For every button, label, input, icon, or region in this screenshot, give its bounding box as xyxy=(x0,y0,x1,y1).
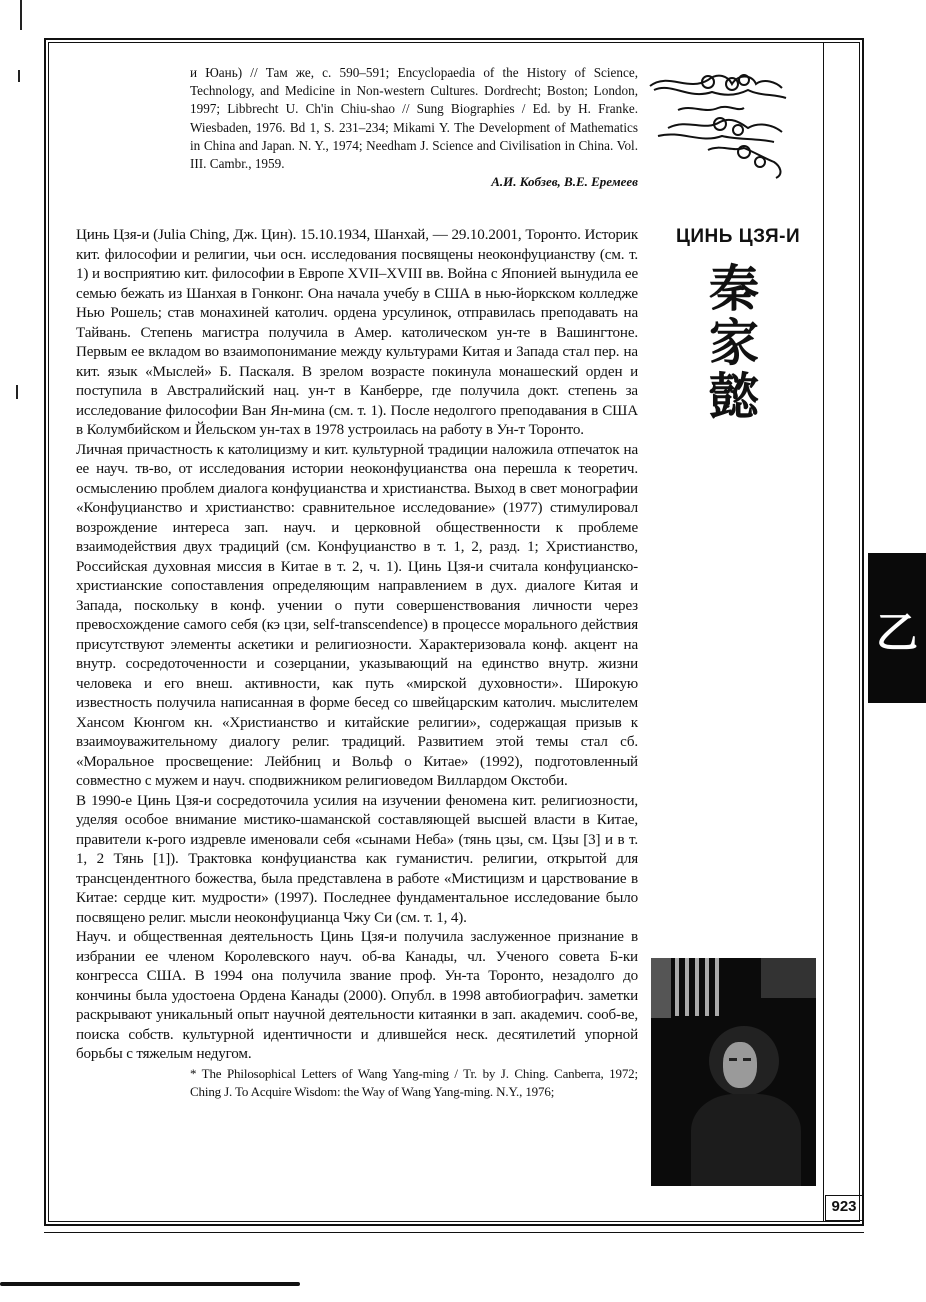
paragraph-2: Личная причастность к католицизму и кит. культурной традиции наложила отпечаток на ее науч. тв-во, от исследования истории неоконфуцианства она перешла к теоретич. осмыслению проблем диалога конфуцианства и христианства. Выход в свет монографии «Конфуцианство и христианство: сравнительное исследование» (1977) стимулировал возрождение интереса зап. науч. и церковной общественности к проблеме взаимодействия двух традиций (см. Конфуцианство в т. 1, 2, разд. 1; Христианство, Российская духовная миссия в Китае в т. 2, ч. 1). Цинь Цзя-и считала конфуцианско-христианские сопоставления определяющим направлением в дух. диалоге Китая и Запада, поскольку в конф. учении о пути совершенствования личности через превосхождение самого себя (кэ цзи, self-transcendence) в процессе морального действия присутствуют элементы аскетики и религиозности. Характеризовала конф. акцент на внутр. сосредоточенности и созерцании, указывающий на единство внутр. жизни человека и его внеш. активности, как путь «мирской духовности». Широкую известность получила написанная в форме бесед со швейцарским католич. мыслителем Хансом Кюнгом кн. «Христианство и китайские религии», содержащая призыв к взаимоуважительному диалогу религ. традиций. Развитием этой темы стал сб. «Моральное просвещение: Лейбниц и Вольф о Китае» (1992), подготовленный совместно с мужем и науч. сподвижником религиоведом Виллардом Окстоби. xyxy=(76,441,638,789)
hanzi-char: 家 xyxy=(709,313,759,372)
paragraph-3: В 1990-е Цинь Цзя-и сосредоточила усилия на изучении феномена кит. религиозности, уделяя особое внимание мистико-шаманской составляющей высшей власти в Китае, правители к-рого издревле именовали себя «сынами Неба» (тянь цзы, см. Цзы [3] и в т. 1, 2 Тянь [1]). Трактовка конфуцианства как гуманистич. религии, открытой для трансцендентного божества, была представлена в работе «Мистицизм и царствование в Китае: сердце кит. мудрости» (1997). Последнее фундаментальное исследование было посвящено религ. мысли неоконфуцианца Чжу Си (см. т. 1, 4). xyxy=(76,792,638,926)
scan-edge-mark xyxy=(16,385,18,399)
bottom-rule xyxy=(44,1232,864,1233)
previous-article-bibliography xyxy=(190,64,638,173)
section-tab-character: 乙 xyxy=(875,608,918,657)
cloud-ornament-icon xyxy=(648,66,788,184)
hanzi-char: 懿 xyxy=(709,367,759,426)
portrait-photo xyxy=(651,958,816,1186)
references: * The Philosophical Letters of Wang Yang-ming / Tr. by J. Ching. Canberra, 1972; Ching J. To Acquire Wisdom: the Way of Wang Yang-ming. N.Y., 1976; xyxy=(190,1065,638,1099)
chinese-name-characters xyxy=(706,259,762,426)
scan-edge-mark xyxy=(18,70,20,82)
margin-rule xyxy=(823,42,824,1222)
paragraph-1: Цинь Цзя-и (Julia Ching, Дж. Цин). 15.10.1934, Шанхай, — 29.10.2001, Торонто. Историк кит. философии и религии, чьи осн. исследования посвящены неоконфуцианству (см. т. 1) и восприятию кит. философии в Европе XVII–XVIII вв. Война с Японией вынудила ее семью бежать из Шанхая в Гонконг. Она начала учебу в США в нью-йоркском колледже Нью Рошель; став монахиней католич. ордена урсулинок, отправилась преподавать на Тайвань. Степень магистра получила в Амер. католическом ун-те в Вашингтоне. Первым ее вкладом во взаимопонимание между культурами Китая и Запада стал пер. на кит. язык «Мыслей» Б. Паскаля. В зрелом возрасте покинула монашеский орден и поступила в Австралийский нац. ун-т в Канберре, где получила докт. степень за исследование философии Ван Ян-мина (см. т. 1). После недолгого преподавания в США в Колумбийском и Йельском ун-тах в 1978 устроилась на работу в Ун-т Торонто. xyxy=(76,227,638,438)
bibliography-text: и Юань) // Там же, с. 590–591; Encyclopaedia of the History of Science, Technology, and Medicine in Non-western Cultures. Dordrecht; Boston; London, 1997; Libbrecht U. Ch'in Chiu-shao // Sung Biographies / Ed. by H. Franke. Wiesbaden, 1976. Bd 1, S. 231–234; Mikami Y. The Development of Mathematics in China and Japan. N. Y., 1974; Needham J. Science and Civilisation in China. Vol. III. Cambr., 1959. xyxy=(190,65,638,172)
paragraph-4: Науч. и общественная деятельность Цинь Цзя-и получила заслуженное признание в избрании ее членом Королевского науч. об-ва Канады, чл. Ученого совета Б-ки конгресса США. В 1994 она получила звание проф. Ун-та Торонто, незадолго до кончины была удостоена Ордена Канады (2000). Опубл. в 1998 автобиографич. заметки раскрывают уникальный опыт научной деятельности китаянки в зап. академич. сооб-ве, поиска собств. культурной идентичности и длившейся неск. десятилетий упорной борьбы с тяжелым недугом. xyxy=(76,929,638,1062)
article-body xyxy=(76,226,638,1101)
scan-edge-mark xyxy=(0,1282,300,1286)
previous-article-authors: А.И. Кобзев, В.Е. Еремеев xyxy=(491,174,638,189)
article-title: ЦИНЬ ЦЗЯ-И xyxy=(676,226,801,247)
hanzi-char: 秦 xyxy=(709,259,759,318)
scan-edge-mark xyxy=(20,0,22,30)
page-number: 923 xyxy=(831,1198,857,1215)
